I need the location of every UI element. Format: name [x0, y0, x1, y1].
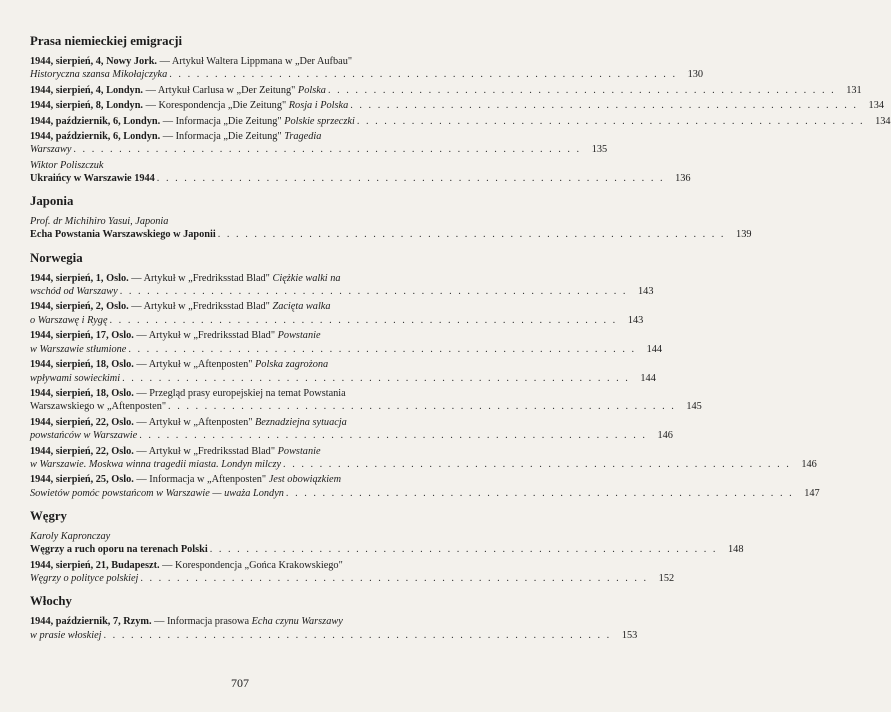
entry-title: Tragedia [284, 131, 322, 143]
leader-dots: . . . . . . . . . . . . . . . . . . . . . . . . . . . . . . . . . . . . . . . . . . . . . . . . . . . . . . . . [209, 544, 718, 556]
leader-dots: . . . . . . . . . . . . . . . . . . . . . . . . . . . . . . . . . . . . . . . . . . . . . . . . . . . . . . . . [103, 629, 612, 641]
section-title: Japonia [30, 194, 74, 209]
entry-first-line [30, 387, 430, 400]
entry-description: — Artykuł w „Aftenposten" [133, 416, 256, 428]
entry-title-continued: o Warszawę i Rygę [30, 314, 108, 326]
leader-dots: . . . . . . . . . . . . . . . . . . . . . . . . . . . . . . . . . . . . . . . . . . . . . . . . . . . . . . . . [283, 458, 791, 470]
entry-text-tail [30, 143, 71, 156]
entry-title: Polskie sprzeczki [284, 115, 355, 127]
leader-dots: . . . . . . . . . . . . . . . . . . . . . . . . . . . . . . . . . . . . . . . . . . . . . . . . . . . . . . . . [285, 487, 794, 499]
entry-description: — Artykuł w „Fredriksstad Blad" [128, 272, 273, 284]
leader-dots: . . . . . . . . . . . . . . . . . . . . . . . . . . . . . . . . . . . . . . . . . . . . . . . . . . . . . . . . [122, 372, 630, 384]
toc-entry[interactable] [30, 99, 884, 112]
entry-title-continued: wschód od Warszawy [30, 286, 118, 298]
entry-first-line [30, 272, 430, 285]
entry-first-line [30, 300, 430, 313]
entry-description: — Korespondencja „Gońca Krakowskiego" [159, 559, 343, 571]
entry-date-place: 1944, październik, 6, Londyn. [30, 131, 161, 143]
entry-page-number: 144 [640, 372, 656, 384]
entry-first-line [30, 55, 430, 68]
entry-title: Polska zagrożona [255, 359, 329, 371]
entry-description: — Informacja „Die Zeitung" [160, 115, 285, 127]
entry-first-line [30, 473, 430, 486]
toc-entry[interactable] [30, 55, 704, 82]
toc-entry[interactable] [30, 215, 752, 241]
entry-last-line [30, 400, 702, 413]
entry-text-tail [30, 99, 348, 112]
entry-page-number: 143 [638, 286, 654, 298]
entry-date-place: 1944, sierpień, 18, Oslo. [30, 387, 134, 399]
entry-date-place: 1944, sierpień, 17, Oslo. [30, 330, 134, 342]
entry-first-line [30, 416, 430, 429]
leader-dots: . . . . . . . . . . . . . . . . . . . . . . . . . . . . . . . . . . . . . . . . . . . . . . . . . . . . . . . . [356, 115, 865, 127]
entry-title-continued: Historyczna szansa Mikołajczyka [30, 69, 168, 81]
entry-last-line [30, 372, 656, 385]
entry-first-line [30, 130, 430, 143]
entry-page-number: 135 [591, 144, 608, 156]
leader-dots: . . . . . . . . . . . . . . . . . . . . . . . . . . . . . . . . . . . . . . . . . . . . . . . . . . . . . . . . [168, 401, 676, 413]
leader-dots: . . . . . . . . . . . . . . . . . . . . . . . . . . . . . . . . . . . . . . . . . . . . . . . . . . . . . . . . [119, 286, 628, 298]
toc-entry[interactable] [30, 329, 663, 356]
entry-title: Ciężkie walki na [272, 272, 341, 284]
entry-title: Powstanie [277, 445, 321, 457]
entry-title-continued: wpływami sowieckimi [30, 372, 121, 384]
toc-entry[interactable] [30, 445, 817, 472]
entry-date-place: 1944, sierpień, 22, Oslo. [30, 445, 134, 457]
entry-page-number: 131 [846, 84, 862, 96]
entry-description: — Artykuł w „Fredriksstad Blad" [133, 445, 278, 457]
entry-date-place: 1944, sierpień, 4, Londyn. [30, 84, 143, 96]
toc-entry[interactable] [30, 530, 744, 556]
entry-text-tail [30, 572, 138, 585]
entry-text-tail [30, 372, 120, 385]
entry-title-continued: Warszawy [30, 144, 72, 156]
toc-entry[interactable] [30, 358, 656, 385]
entry-date-place: 1944, sierpień, 4, Nowy Jork. [30, 56, 157, 67]
section-title: Norwegia [30, 250, 83, 265]
entry-title-continued: Warszawskiego w „Aftenposten" [30, 401, 167, 413]
entry-title: Echa czynu Warszawy [251, 616, 343, 628]
entry-last-line [30, 314, 644, 327]
entry-last-line [30, 68, 704, 81]
entry-author: Karoly Kapronczay [30, 531, 111, 543]
entry-text-tail [30, 228, 216, 241]
entry-page-number: 144 [646, 343, 663, 355]
leader-dots: . . . . . . . . . . . . . . . . . . . . . . . . . . . . . . . . . . . . . . . . . . . . . . . . . . . . . . . . [139, 430, 647, 442]
entry-text-tail [30, 84, 326, 97]
page-number: 707 [231, 676, 249, 690]
entry-first-line [30, 445, 430, 458]
entry-title: Ukraińcy w Warszawie 1944 [30, 172, 155, 184]
entry-title-continued: Sowietów pomóc powstańcom w Warszawie — uważa Londyn [30, 487, 284, 499]
toc-entry[interactable] [30, 559, 675, 586]
toc-section [30, 250, 820, 501]
entry-title-continued: w prasie włoskiej [30, 629, 102, 641]
toc-entry[interactable] [30, 615, 638, 642]
entry-date-place: 1944, październik, 6, Londyn. [30, 115, 161, 127]
entry-page-number: 146 [801, 458, 817, 470]
entry-date-place: 1944, sierpień, 25, Oslo. [30, 474, 134, 486]
leader-dots: . . . . . . . . . . . . . . . . . . . . . . . . . . . . . . . . . . . . . . . . . . . . . . . . . . . . . . . . [156, 172, 665, 184]
entry-text-tail [30, 543, 208, 556]
entry-title: Rosja i Polska [288, 100, 349, 112]
entry-author: Wiktor Poliszczuk [30, 159, 104, 171]
entry-date-place: 1944, sierpień, 8, Londyn. [30, 100, 143, 112]
entry-date-place: 1944, sierpień, 1, Oslo. [30, 272, 129, 284]
entry-description: — Artykuł w „Fredriksstad Blad" [128, 301, 273, 313]
entry-last-line [30, 172, 691, 185]
toc-entry[interactable] [30, 130, 608, 157]
entry-last-line [30, 343, 663, 356]
entry-text-tail [30, 68, 167, 81]
leader-dots: . . . . . . . . . . . . . . . . . . . . . . . . . . . . . . . . . . . . . . . . . . . . . . . . . . . . . . . . [169, 69, 678, 81]
entry-page-number: 143 [627, 314, 644, 326]
section-title: Węgry [30, 509, 67, 524]
entry-text-tail [30, 285, 118, 298]
leader-dots: . . . . . . . . . . . . . . . . . . . . . . . . . . . . . . . . . . . . . . . . . . . . . . . . . . . . . . . . [128, 343, 637, 355]
entry-last-line [30, 285, 654, 298]
entry-date-place: 1944, październik, 7, Rzym. [30, 616, 152, 628]
entry-title: Zacięta walka [272, 301, 331, 313]
entry-title: Jest obowiązkiem [268, 474, 342, 486]
entry-text-tail [30, 429, 137, 442]
entry-author: Prof. dr Michihiro Yasui, Japonia [30, 216, 169, 228]
entry-text-tail [30, 458, 281, 471]
entry-text-tail [30, 400, 166, 413]
section-title: Włochy [30, 594, 72, 609]
toc-section [30, 194, 752, 241]
entry-last-line [30, 629, 638, 642]
entry-text-tail [30, 172, 155, 185]
toc-entry[interactable] [30, 473, 820, 500]
entry-page-number: 146 [657, 430, 673, 442]
entry-page-number: 145 [686, 401, 702, 413]
toc-entry[interactable] [30, 387, 702, 414]
entry-page-number: 136 [675, 172, 691, 184]
entry-last-line [30, 143, 608, 156]
entry-description: — Informacja w „Aftenposten" [133, 474, 269, 486]
entry-title: Beznadziejna sytuacja [255, 416, 347, 428]
entry-description: — Artykuł w „Aftenposten" [133, 359, 256, 371]
leader-dots: . . . . . . . . . . . . . . . . . . . . . . . . . . . . . . . . . . . . . . . . . . . . . . . . . . . . . . . . [73, 144, 582, 156]
toc-entry[interactable] [30, 416, 673, 443]
toc-section [30, 594, 638, 642]
toc-section [30, 34, 891, 185]
toc-entry[interactable] [30, 272, 654, 299]
leader-dots: . . . . . . . . . . . . . . . . . . . . . . . . . . . . . . . . . . . . . . . . . . . . . . . . . . . . . . . . [217, 229, 726, 241]
entry-page-number: 134 [868, 100, 884, 112]
toc-entry[interactable] [30, 159, 691, 185]
entry-title: Węgrzy a ruch oporu na terenach Polski [30, 544, 208, 556]
toc-page [30, 34, 891, 651]
entry-page-number: 147 [804, 487, 820, 499]
entry-page-number: 139 [736, 229, 752, 241]
entry-title: Polska [297, 84, 326, 96]
entry-description: — Przegląd prasy europejskiej na temat Powstania [133, 387, 346, 399]
entry-text-tail [30, 115, 355, 128]
entry-description: — Artykuł w „Fredriksstad Blad" [133, 330, 278, 342]
leader-dots: . . . . . . . . . . . . . . . . . . . . . . . . . . . . . . . . . . . . . . . . . . . . . . . . . . . . . . . . [140, 572, 649, 584]
entry-title-continued: Węgrzy o polityce polskiej [30, 572, 139, 584]
toc-entry[interactable] [30, 115, 891, 128]
entry-date-place: 1944, sierpień, 2, Oslo. [30, 301, 129, 313]
toc-entry[interactable] [30, 300, 644, 327]
entry-page-number: 152 [658, 572, 675, 584]
entry-title: Powstanie [277, 330, 321, 342]
entry-text-tail [30, 314, 108, 327]
entry-text-tail [30, 629, 102, 642]
entry-first-line [30, 615, 430, 628]
entry-description: — Korespondencja „Die Zeitung" [143, 100, 289, 112]
entry-title-continued: powstańców w Warszawie [30, 430, 138, 442]
toc-entry[interactable] [30, 84, 862, 97]
entry-title-continued: w Warszawie stłumione [30, 343, 127, 355]
leader-dots: . . . . . . . . . . . . . . . . . . . . . . . . . . . . . . . . . . . . . . . . . . . . . . . . . . . . . . . . [109, 314, 618, 326]
leader-dots: . . . . . . . . . . . . . . . . . . . . . . . . . . . . . . . . . . . . . . . . . . . . . . . . . . . . . . . . [327, 84, 836, 96]
entry-description: — Informacja prasowa [151, 616, 252, 628]
entry-date-place: 1944, sierpień, 18, Oslo. [30, 359, 134, 371]
entry-description: — Artykuł Waltera Lippmana w „Der Aufbau" [157, 56, 353, 67]
entry-page-number: 148 [728, 544, 744, 556]
entry-first-line [30, 358, 430, 371]
toc-section [30, 509, 744, 585]
entry-title: Echa Powstania Warszawskiego w Japonii [30, 229, 216, 241]
entry-title-continued: w Warszawie. Moskwa winna tragedii miasta. Londyn milczy [30, 458, 282, 470]
entry-first-line [30, 329, 430, 342]
entry-last-line [30, 458, 817, 471]
entry-date-place: 1944, sierpień, 22, Oslo. [30, 416, 134, 428]
entry-last-line [30, 543, 744, 556]
entry-description: — Artykuł Carlusa w „Der Zeitung" [143, 84, 298, 96]
entry-last-line [30, 228, 752, 241]
entry-description: — Informacja „Die Zeitung" [160, 131, 285, 143]
entry-text-tail [30, 343, 126, 356]
entry-last-line [30, 429, 673, 442]
entry-last-line [30, 572, 675, 585]
entry-text-tail [30, 487, 284, 500]
entry-last-line [30, 115, 891, 128]
section-title: Prasa niemieckiej emigracji [30, 34, 183, 48]
entry-first-line [30, 559, 430, 572]
entry-date-place: 1944, sierpień, 21, Budapeszt. [30, 559, 160, 571]
entry-page-number: 134 [875, 115, 891, 127]
entry-last-line [30, 99, 884, 112]
entry-last-line [30, 84, 862, 97]
leader-dots: . . . . . . . . . . . . . . . . . . . . . . . . . . . . . . . . . . . . . . . . . . . . . . . . . . . . . . . . [350, 100, 858, 112]
entry-page-number: 153 [621, 629, 638, 641]
entry-page-number: 130 [687, 69, 704, 81]
entry-last-line [30, 487, 820, 500]
